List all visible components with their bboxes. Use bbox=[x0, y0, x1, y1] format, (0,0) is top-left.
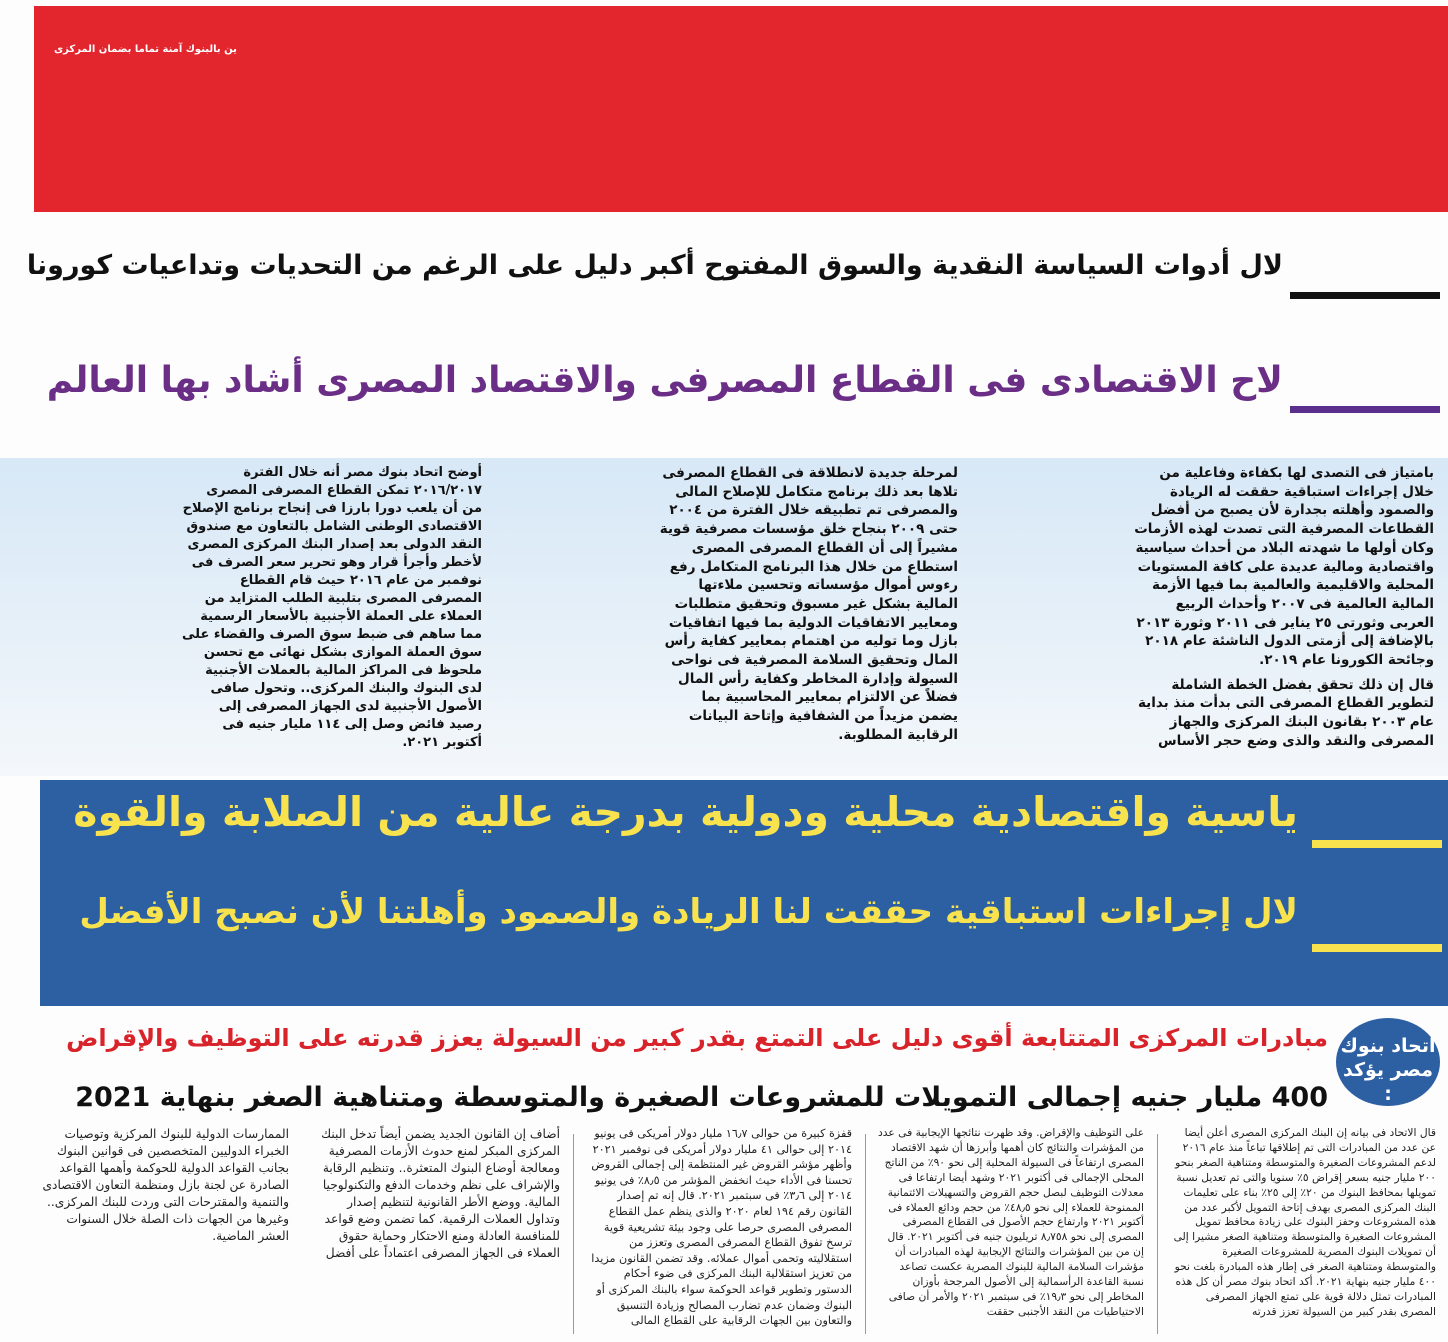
small-column-3: قفزة كبيرة من حوالى ١٦٫٧ مليار دولار أمريكى فى يونيو ٢٠١٤ إلى حوالى ٤١ مليار دولار أمريكى فى نوفمبر ٢٠٢١ وأظهر مؤشر القروض غير المنتظمة إلى إجمالى القروض تحسنا فى الأداء حيث انخفض المؤشر من ٨٫٥٪ فى يونيو ٢٠١٤ إلى ٣٫٦٪ فى سبتمبر ٢٠٢١. قال إنه تم إصدار القانون رقم ١٩٤ لعام ٢٠٢٠ والذى ينظم عمل القطاع المصرفى المصرى حرصا على وجود بيئة تشريعية قوية ترسخ تفوق القطاع المصرفى المصرى وتعزز من استقلاليته وتحمى أموال عملائه. وقد تضمن القانون مزيدا من تعزيز استقلالية البنك المركزى فى ضوء أحكام الدستور وتطوير قواعد الحوكمة سواء بالبنك المركزى أو البنوك وضمان عدم تضارب المصالح وزيادة التنسيق والتعاون بين الجهات الرقابية على القطاع المالى bbox=[591, 1127, 852, 1328]
subheadline-red-text: مبادرات المركزى المتتابعة أقوى دليل على التمتع بقدر كبير من السيولة يعزز قدرته على التوظيف والإقراض bbox=[66, 1024, 1328, 1052]
subheadline-black-2-text: 400 مليار جنيه إجمالى التمويلات للمشروعات الصغيرة والمتوسطة ومتناهية الصغر بنهاية 2021 bbox=[75, 1082, 1328, 1113]
small-column-2: على التوظيف والإقراض. وقد ظهرت نتائجها الإيجابية فى عدد من المؤشرات والنتائج كان أهمها وأبرزها أن شهد الاقتصاد المصرى ارتفاعاً فى السيولة المحلية إلى نحو ٩٠٪ من الناتج المحلى الإجمالى فى أكتوبر ٢٠٢١ وشهد أيضا ارتفاعا فى معدلات التوظيف لبصل حجم القروض والتسهيلات الائتمانية الممنوحة للعملاء إلى نحو ٤٨٫٥٪ من حجم ودائع العملاء فى أكتوبر ٢٠٢١ وارتفاع حجم الأصول فى القطاع المصرفى المصرى إلى نحو ٨٫٧٥٨ تريليون جنيه فى أكتوبر ٢٠٢١. قال إن من بين المؤشرات والنتائج الإيجابية لهذه المبادرات أن مؤشرات السلامة المالية للبنوك المصرية عكست تصاعد نسبة القاعدة الرأسمالية إلى الأصول المرجحة بأوزان المخاطر إلى نحو ١٩٫٣٪ فى سبتمبر ٢٠٢١ والأمر أن صافى الاحتياطيات من النقد الأجنبى حققت bbox=[878, 1126, 1144, 1318]
small-column-4: أضاف إن القانون الجديد يضمن أيضاً تدخل البنك المركزى المبكر لمنع حدوث الأزمات المصرفية ومعالجة أوضاع البنوك المتعثرة.. وتنظيم الرقابة والإشراف على نظم وخدمات الدفع والتكنولوجيا المالية. ووضع الأطر القانونية لتنظيم إصدار وتداول العملات الرقمية. كما تضمن وضع قواعد للمنافسة العادلة ومنع الاحتكار وحماية حقوق العملاء فى الجهاز المصرفى اعتماداً على أفضل الممارسات الدولية للبنوك المركزية وتوصيات الخبراء الدوليين المتخصصين فى قوانين البنوك بجانب القواعد الدولية للحوكمة وأهمها القواعد الصادرة عن لجنة بازل ومنظمة التعاون الاقتصادى والتنمية والمقترحات التى وردت للبنك المركزى.. وغيرها من الجهات ذات الصلة خلال السنوات العشر الماضية. bbox=[42, 1127, 560, 1260]
subheadline-black bbox=[20, 228, 1448, 346]
subheadline-black-text: لال أدوات السياسة النقدية والسوق المفتوح أكبر دليل على الرغم من التحديات وتداعيات كورونا bbox=[26, 250, 1283, 281]
subheadline-purple-text: لاح الاقتصادى فى القطاع المصرفى والاقتصاد المصرى أشاد بها العالم bbox=[46, 360, 1283, 401]
article-paragraph: لمرحلة جديدة لانطلاقة فى القطاع المصرفى تلاها بعد ذلك برنامج متكامل للإصلاح المالى والمصرفى تم تطبيقه خلال الفترة من ٢٠٠٤ حتى ٢٠٠٩ بنجاح خلق مؤسسات مصرفية قوية مشيراً إلى أن القطاع المصرفى المصرى استطاع من خلال هذا البرنامج المتكامل رفع رءوس أموال مؤسساته وتحسين ملاءتها المالية بشكل غير مسبوق وتحقيق متطلبات ومعايير الاتفاقيات الدولية بما فيها اتفاقيات بازل وما توليه من اهتمام بمعايير كفاية رأس المال وتحقيق السلامة المصرفية فى نواحى السيولة وإدارة المخاطر وكفاية رأس المال فضلاً عن الالتزام بمعايير المحاسبية بما يضمن مزيداً من الشفافية وإتاحة البيانات الرقابية المطلوبة. bbox=[659, 465, 958, 743]
article-paragraph: قال إن ذلك تحقق بفضل الخطة الشاملة لتطوير القطاع المصرفى التى بدأت منذ بداية عام ٢٠٠٣ بقانون البنك المركزى والجهاز المصرفى والنقد والذى وضع حجر الأساس bbox=[1137, 676, 1434, 749]
main-headline-banner bbox=[34, 6, 1448, 212]
blue-banner bbox=[40, 780, 1448, 1006]
article-column-2 bbox=[658, 464, 958, 751]
column-divider bbox=[1157, 1134, 1158, 1334]
subheadline-purple bbox=[20, 346, 1448, 452]
small-print-columns bbox=[0, 1126, 1448, 1342]
subheadline-black-2 bbox=[0, 1080, 1448, 1126]
article-column-1 bbox=[1134, 464, 1434, 757]
banner-rule bbox=[1312, 840, 1442, 848]
column-divider bbox=[865, 1134, 866, 1334]
headline-rule bbox=[1290, 406, 1440, 413]
column-divider bbox=[573, 1134, 574, 1334]
headline-rule bbox=[1290, 292, 1440, 299]
blue-banner-line-1: ياسية واقتصادية محلية ودولية بدرجة عالية من الصلابة والقوة bbox=[73, 788, 1298, 836]
article-paragraph: أوضح اتحاد بنوك مصر أنه خلال الفترة ٢٠١٦/٢٠١٧ تمكن القطاع المصرفى المصرى من أن يلعب دورا بارزا فى إنجاح برنامج الإصلاح الاقتصادى الوطنى الشامل بالتعاون مع صندوق النقد الدولى بعد إصدار البنك المركزى المصرى لأخطر وأجرأ قرار وهو تحرير سعر الصرف فى نوفمبر من عام ٢٠١٦ حيث قام القطاع المصرفى المصرى بتلبية الطلب المتزايد من العملاء على العملة الأجنبية بالأسعار الرسمية مما ساهم فى ضبط سوق الصرف والقضاء على سوق العملة الموازى بشكل نهائى مع تحسن ملحوظ فى المراكز المالية بالعملات الأجنبية لدى البنوك والبنك المركزى.. وتحول صافى الأصول الأجنبية لدى الجهاز المصرفى إلى رصيد فائض وصل إلى ١١٤ مليار جنيه فى أكتوبر ٢٠٢١. bbox=[182, 465, 482, 750]
main-headline: ين بالبنوك آمنة تماما بضمان المركزى bbox=[54, 44, 237, 55]
small-column-1: قال الاتحاد فى بيانه إن البنك المركزى المصرى أعلن أيضا عن عدد من المبادرات التى تم إطلاقها تباعاً منذ عام ٢٠١٦ لدعم المشروعات الصغيرة والمتوسطة ومتناهية الصغر بنحو ٢٠٠ مليار جنيه بسعر إقراض ٥٪ سنويا والتى تم تعديل نسبة تمويلها بمحافظ البنوك من ٢٠٪ إلى ٢٥٪ بناء على تعليمات البنك المركزى المصرى بهدف إتاحة التمويل لأكبر عدد من هذه المشروعات وحفز البنوك على زيادة محافظ تمويل المشروعات الصغيرة والمتوسطة ومتناهية الصغر مشيرا إلى أن تمويلات البنوك المصرية للمشروعات الصغيرة والمتوسطة ومتناهية الصغر فى إطار هذه المبادرة بلغت نحو ٤٠٠ مليار جنيه بنهاية ٢٠٢١. أكد اتحاد بنوك مصر أن كل هذه المبادرات تمثل دلالة قوية على تمتع الجهاز المصرفى المصرى بقدر كبير من السيولة تعزز قدرته bbox=[1173, 1126, 1436, 1318]
article-columns bbox=[0, 458, 1448, 776]
banner-rule bbox=[1312, 944, 1442, 952]
badge-line: اتحاد بنوك bbox=[1340, 1035, 1436, 1057]
article-paragraph: بامتياز فى التصدى لها بكفاءة وفاعلية من خلال إجراءات استباقية حققت له الريادة والصمود وأهلته بجدارة لأن يصبح من أفضل القطاعات المصرفية التى تصدت لهذه الأزمات وكان أولها ما شهدته البلاد من أحداث سياسية واقتصادية ومالية عديدة على كافة المستويات المحلية والاقليمية والعالمية بما فيها الأزمة المالية العالمية فى ٢٠٠٧ وأحداث الربيع العربى وثورتى ٢٥ يناير فى ٢٠١١ وثورة ٢٠١٣ بالإضافة إلى أزمتى الدول الناشئة عام ٢٠١٨ وجائحة الكورونا عام ٢٠١٩. bbox=[1134, 465, 1434, 669]
article-column-3 bbox=[182, 464, 482, 758]
blue-banner-line-2: لال إجراءات استباقية حققت لنا الريادة والصمود وأهلتنا لأن نصبح الأفضل bbox=[79, 892, 1298, 932]
badge-line: مصر يؤكد : bbox=[1343, 1059, 1433, 1105]
